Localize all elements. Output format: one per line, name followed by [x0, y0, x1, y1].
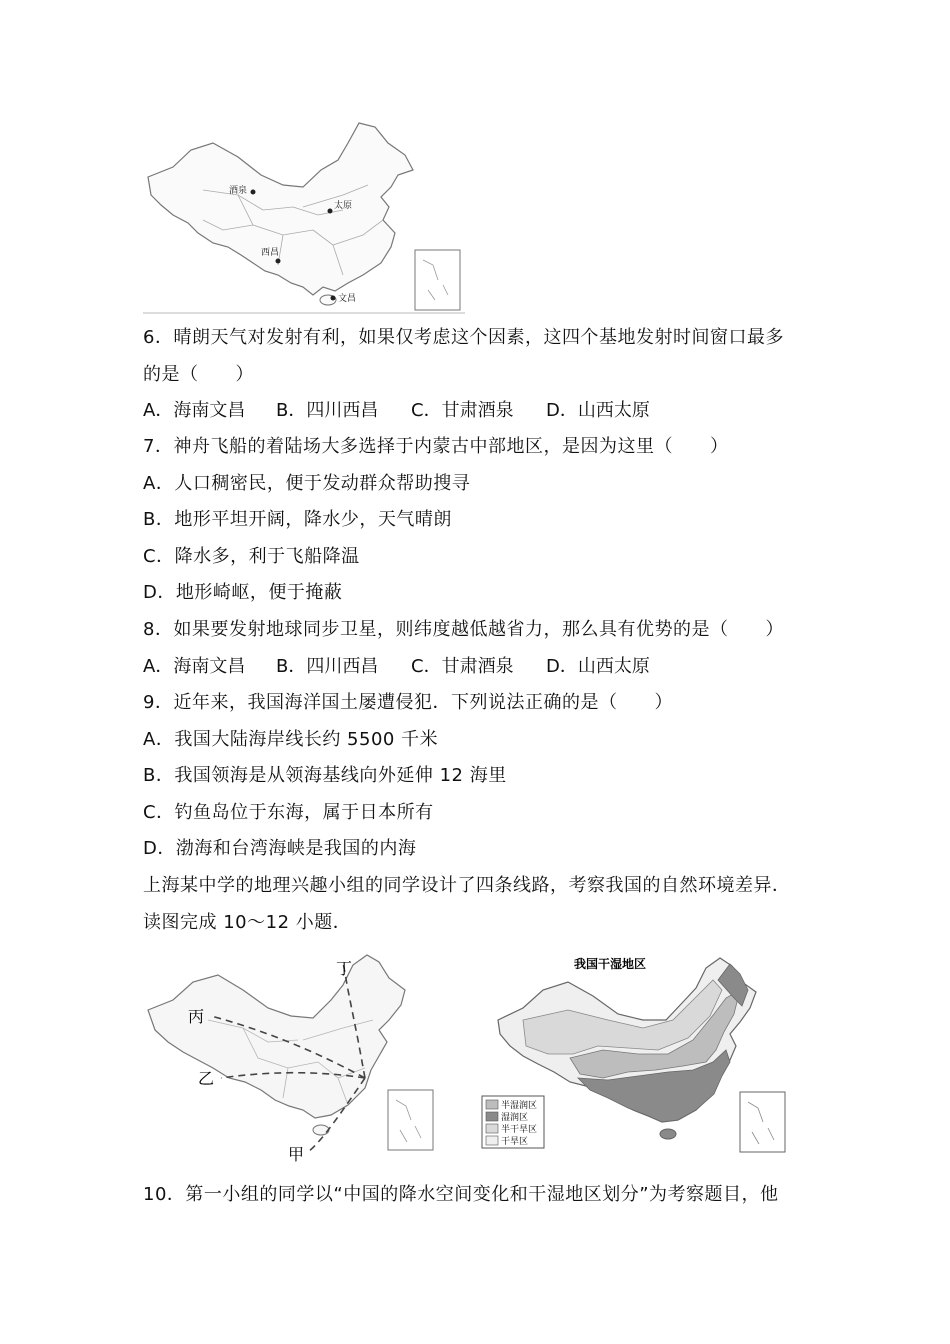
- q6-stem-line1: 6．晴朗天气对发射有利，如果仅考虑这个因素，这四个基地发射时间窗口最多: [143, 327, 784, 348]
- q8-options: [143, 655, 650, 679]
- legend-swatch-humid: [486, 1112, 498, 1121]
- route-label-bing: 丙: [188, 1007, 205, 1026]
- q8-option-b[interactable]: B．四川西昌: [276, 656, 379, 677]
- legend-semi-arid: 半干旱区: [501, 1125, 538, 1135]
- legend-swatch-arid: [486, 1136, 498, 1145]
- routes-map: [143, 950, 453, 1165]
- q9-option-d[interactable]: D．渤海和台湾海峡是我国的内海: [143, 838, 417, 859]
- city-taiyuan: 太原: [334, 201, 353, 211]
- q6-option-a[interactable]: A．海南文昌: [143, 400, 246, 421]
- q9-stem: 9．近年来，我国海洋国土屡遭侵犯．下列说法正确的是（ ）: [143, 692, 673, 713]
- dry-wet-regions-map: [478, 950, 790, 1165]
- china-outline: [148, 123, 413, 295]
- south-china-sea-inset-3: [740, 1092, 785, 1152]
- q10-stem-line1: 10．第一小组的同学以“中国的降水空间变化和干湿地区划分”为考察题目，他: [143, 1184, 779, 1205]
- legend-humid: 湿润区: [501, 1113, 529, 1123]
- q8-option-d[interactable]: D．山西太原: [546, 656, 650, 677]
- q6-option-c[interactable]: C．甘肃酒泉: [411, 400, 514, 421]
- wenchang-dot: [331, 296, 336, 301]
- legend-swatch-semi-humid: [486, 1100, 498, 1109]
- legend-semi-humid: 半湿润区: [501, 1101, 538, 1111]
- q7-option-a[interactable]: A．人口稠密民，便于发动群众帮助搜寻: [143, 473, 471, 494]
- city-wenchang: 文昌: [338, 294, 357, 304]
- taiyuan-dot: [328, 209, 333, 214]
- jiuquan-dot: [251, 190, 256, 195]
- q7-option-b[interactable]: B．地形平坦开阔，降水少，天气晴朗: [143, 509, 452, 530]
- q6-options: [143, 399, 650, 423]
- south-china-sea-inset-2: [388, 1090, 433, 1150]
- city-xichang: 西昌: [261, 248, 280, 258]
- hainan-island-2: [313, 1125, 329, 1135]
- map3-title: 我国干湿地区: [574, 957, 647, 971]
- q9-option-c[interactable]: C．钓鱼岛位于东海，属于日本所有: [143, 802, 434, 823]
- q6-stem-line2: 的是（ ）: [143, 364, 254, 385]
- q7-option-d[interactable]: D．地形崎岖，便于掩蔽: [143, 582, 343, 603]
- hainan-island-3: [660, 1129, 676, 1139]
- q8-stem: 8．如果要发射地球同步卫星，则纬度越低越省力，那么具有优势的是（ ）: [143, 619, 784, 640]
- route-label-yi: 乙: [198, 1069, 215, 1088]
- route-label-ding: 丁: [336, 959, 353, 978]
- route-label-jia: 甲: [288, 1145, 305, 1164]
- intro-line1: 上海某中学的地理兴趣小组的同学设计了四条线路，考察我国的自然环境差异．: [143, 875, 791, 896]
- q9-option-b[interactable]: B．我国领海是从领海基线向外延伸 12 海里: [143, 765, 507, 786]
- city-jiuquan: 酒泉: [229, 186, 248, 196]
- q8-option-a[interactable]: A．海南文昌: [143, 656, 246, 677]
- q8-option-c[interactable]: C．甘肃酒泉: [411, 656, 514, 677]
- south-china-sea-inset: [415, 250, 460, 310]
- legend-swatch-semi-arid: [486, 1124, 498, 1133]
- legend-arid: 干旱区: [501, 1137, 529, 1147]
- intro-line2: 读图完成 10～12 小题．: [143, 912, 352, 933]
- q7-option-c[interactable]: C．降水多，利于飞船降温: [143, 546, 360, 567]
- q9-option-a[interactable]: A．我国大陆海岸线长约 5500 千米: [143, 729, 439, 750]
- q7-stem: 7．神舟飞船的着陆场大多选择于内蒙古中部地区，是因为这里（ ）: [143, 436, 729, 457]
- xichang-dot: [276, 259, 281, 264]
- q6-option-b[interactable]: B．四川西昌: [276, 400, 379, 421]
- q6-option-d[interactable]: D．山西太原: [546, 400, 650, 421]
- map3-legend: [482, 1096, 544, 1148]
- launch-sites-map: [143, 115, 465, 315]
